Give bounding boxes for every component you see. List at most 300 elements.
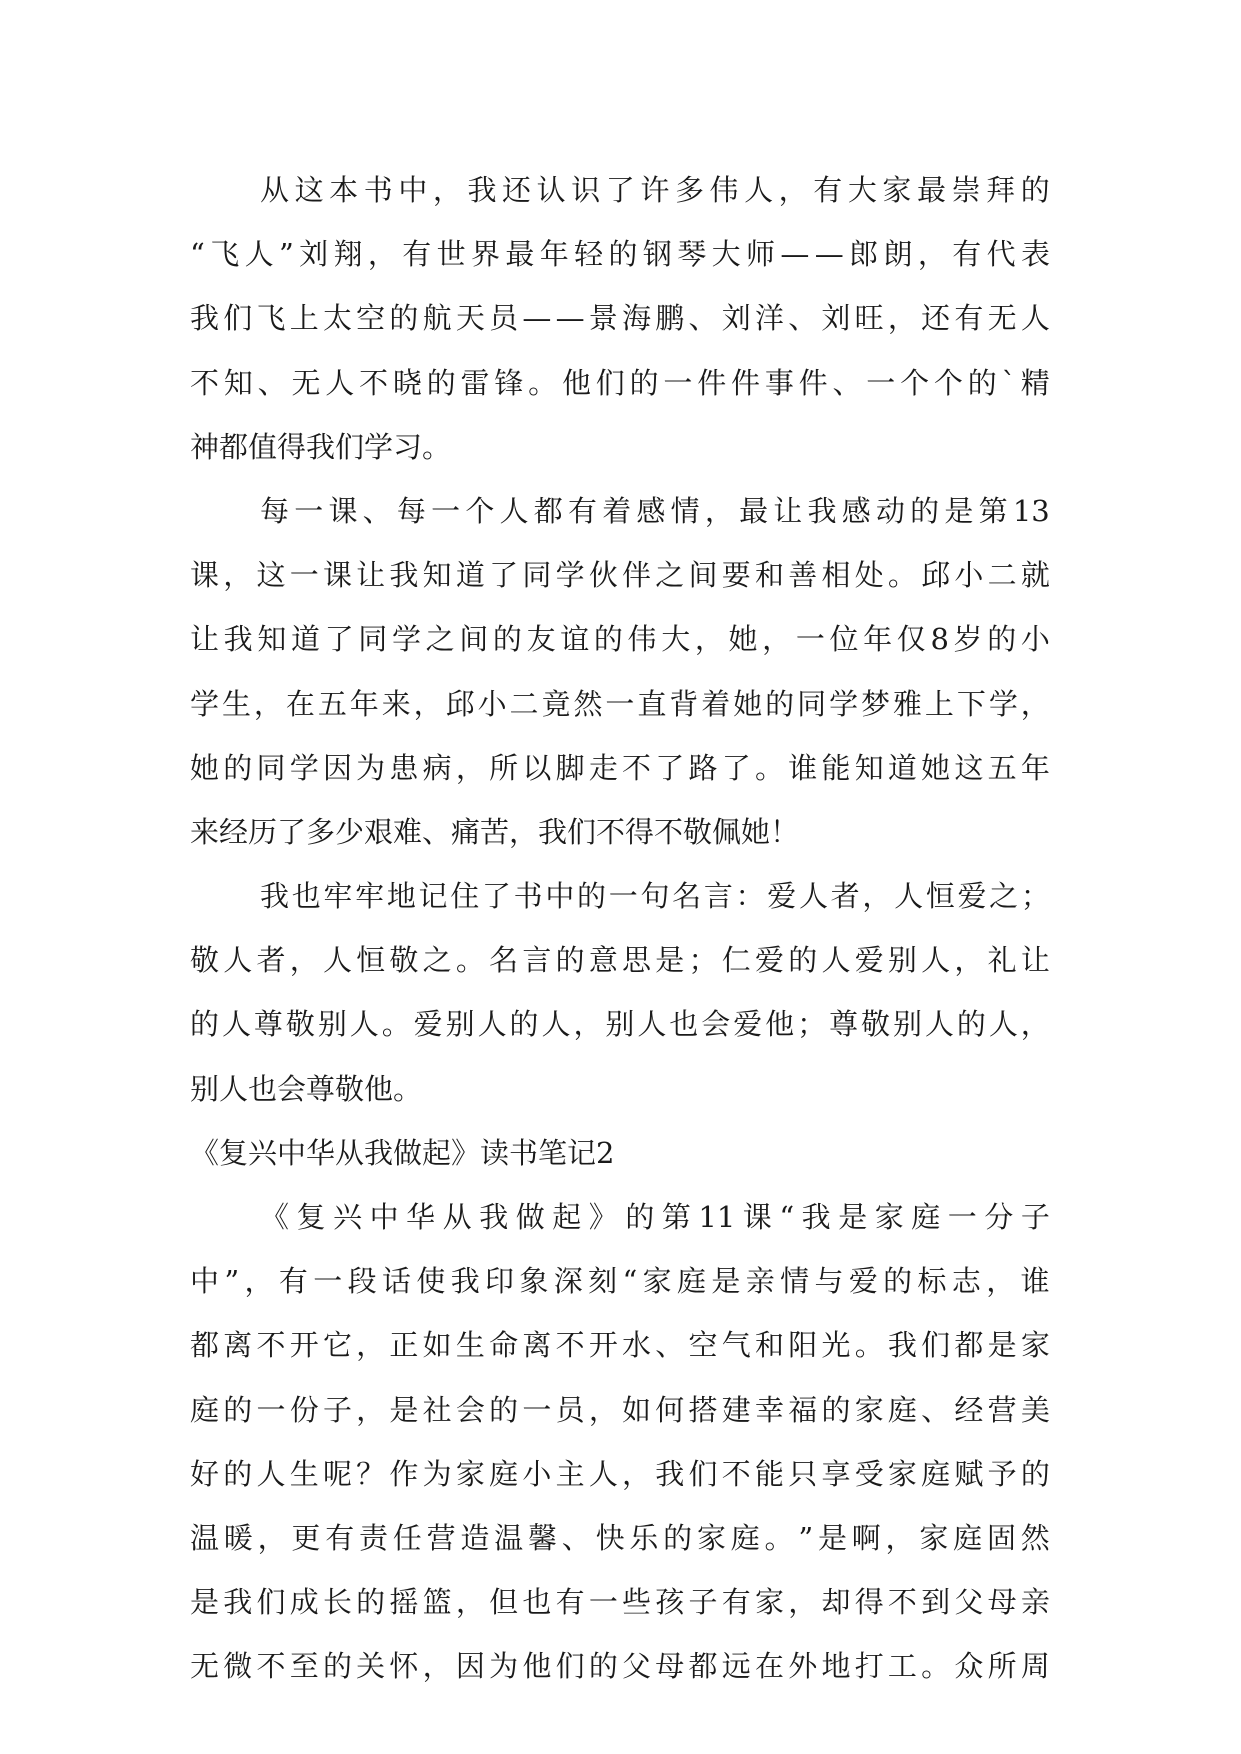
text-glyph: 与 [814,1264,844,1299]
text-line [190,1570,1050,1634]
text-glyph: 如 [422,1328,452,1363]
text-line [190,1249,1050,1313]
document-body [190,158,1050,1699]
text-glyph: 分 [984,1200,1014,1234]
text-glyph: 道 [455,558,485,593]
text-glyph: 刘 [721,301,751,336]
text-glyph: 学 [391,622,421,657]
text-glyph: 我 [467,173,497,207]
text-glyph: 美 [1020,1392,1050,1427]
text-glyph: ； [797,1007,827,1042]
text-glyph: 使 [416,1264,446,1299]
text-glyph: 经 [954,1392,984,1427]
text-glyph: 家 [696,1520,726,1555]
text-glyph: 处 [854,558,884,593]
text-glyph: 的 [389,301,419,336]
text-glyph: 孩 [655,1585,685,1620]
text-glyph: ， [694,622,724,657]
text-glyph: ， [244,1264,274,1299]
text-glyph: 者 [830,879,860,914]
text-glyph: 人 [223,943,253,978]
text-glyph: 予 [987,1456,1017,1491]
text-glyph: 的 [821,1392,851,1427]
text-glyph: 句 [640,879,670,914]
text-glyph: 记 [418,879,448,914]
text-glyph: 这 [954,750,984,785]
text-line [190,607,1050,671]
text-glyph: 认 [536,173,566,207]
text-glyph: 更 [291,1520,321,1555]
text-glyph: 课 [742,1200,772,1234]
text-glyph: ， [887,301,917,336]
text-glyph: 五 [317,686,347,721]
text-glyph: 都 [190,1328,220,1363]
text-glyph: 温 [494,1520,524,1555]
text-line [190,286,1050,350]
text-glyph: 乐 [629,1520,659,1555]
text-line [190,1442,1050,1506]
text-glyph: 谁 [1020,1264,1050,1299]
text-glyph: 航 [422,301,452,336]
text-glyph: 还 [502,173,532,207]
text-glyph: ？ [356,1456,386,1491]
text-glyph: 来 [381,686,411,721]
text-glyph: 太 [322,301,352,336]
text-glyph: 道 [290,622,320,657]
text-glyph: 赋 [954,1456,984,1491]
text-line [190,736,1050,800]
text-glyph: 周 [1020,1649,1050,1684]
text-glyph: 了 [489,558,519,593]
text-glyph: 代 [986,237,1016,272]
text-glyph: 梦 [861,686,891,721]
text-glyph: 话 [381,1264,411,1299]
text-glyph: 标 [917,1264,947,1299]
text-glyph: ， [704,493,734,528]
text-glyph: 翔 [333,237,363,272]
text-glyph: 人 [924,1007,954,1042]
text-glyph: 不 [190,365,220,400]
text-glyph: 幸 [754,1392,784,1427]
text-glyph: 无 [190,1649,220,1684]
text-line [190,1634,1050,1698]
text-glyph: 家 [874,1200,904,1234]
text-glyph: 是 [655,943,685,978]
text-glyph: 人 [221,1007,251,1042]
text-glyph: 是 [817,1520,847,1555]
text-glyph: 尊 [253,1007,283,1042]
text-glyph: 的 [555,943,585,978]
text-glyph: ， [917,237,947,272]
text-glyph: 们 [921,1328,951,1363]
text-glyph: 个 [900,365,930,400]
text-glyph: ， [885,1520,915,1555]
text-glyph: 仁 [721,943,751,978]
text-glyph: 名 [489,943,519,978]
text-glyph: 暖 [223,1520,253,1555]
text-glyph: 道 [887,750,917,785]
text-glyph: 是 [711,1264,741,1299]
text-glyph: 家 [919,1520,949,1555]
text-glyph: 中 [398,173,428,207]
text-glyph: 是 [838,1200,868,1234]
text-glyph: ； [1020,879,1050,914]
text-glyph: 这 [294,173,324,207]
text-glyph: 众 [954,1649,984,1684]
text-glyph: 固 [986,1520,1016,1555]
text-glyph: ， [455,1585,485,1620]
text-glyph: 的 [987,622,1017,657]
text-glyph: 然 [573,686,603,721]
text-glyph: 飞 [256,301,286,336]
text-glyph: 庭 [887,1392,917,1427]
text-glyph: 钢 [642,237,672,272]
text-glyph: 的 [322,1649,352,1684]
text-glyph: 尊 [829,1007,859,1042]
text-glyph: ； [688,943,718,978]
text-glyph: 直 [637,686,667,721]
text-glyph: 的 [190,1007,220,1042]
text-glyph: 馨 [527,1520,557,1555]
text-glyph: 锋 [494,365,524,400]
text-glyph: 大 [711,237,741,272]
text-glyph: 一 [256,1392,286,1427]
text-glyph: 是 [389,1392,419,1427]
text-glyph: ” [798,1520,814,1555]
text-glyph: 刘 [299,237,329,272]
text-glyph: 都 [954,1328,984,1363]
text-glyph: 一 [608,879,638,914]
text-glyph: 同 [256,750,286,785]
text-glyph: 二 [987,558,1017,593]
text-line [190,672,1050,736]
text-line [190,992,1050,1056]
text-glyph: 的 [223,1456,253,1491]
text-glyph: 我 [479,1200,509,1234]
text-glyph: 父 [622,1649,652,1684]
text-glyph: 同 [797,686,827,721]
text-glyph: 呢 [322,1456,352,1491]
text-glyph: 爱 [848,1264,878,1299]
text-glyph: 谁 [788,750,818,785]
text-glyph: 人 [588,1456,618,1491]
text-glyph: 轻 [574,237,604,272]
text-glyph: 母 [655,1649,685,1684]
text-glyph: 天 [455,301,485,336]
text-glyph: 。 [921,1649,951,1684]
text-glyph: 以 [522,750,552,785]
text-glyph: 做 [515,1200,545,1234]
text-glyph: 家 [882,173,912,207]
text-glyph: 有 [952,237,982,272]
text-glyph: 她 [190,750,220,785]
text-glyph: 中 [369,1200,399,1234]
text-line [190,928,1050,992]
text-glyph: 言 [703,879,733,914]
text-glyph: 间 [688,558,718,593]
text-glyph: 们 [256,1585,286,1620]
text-glyph: 只 [788,1456,818,1491]
text-glyph: 。 [854,1328,884,1363]
text-glyph: 庭 [190,1392,220,1427]
text-glyph: 伟 [709,173,739,207]
text-glyph: 同 [358,622,388,657]
text-glyph: 子 [1020,1200,1050,1234]
text-glyph: 家 [854,1392,884,1427]
text-glyph: 二 [509,686,539,721]
text-line [190,1313,1050,1377]
text-glyph: 、 [362,493,392,528]
text-glyph: 的 [629,365,659,400]
text-glyph: 的 [663,1520,693,1555]
text-glyph: 会 [455,1392,485,1427]
text-glyph: 我 [801,1200,831,1234]
text-glyph: 人 [499,493,529,528]
text-glyph: 我 [450,1264,480,1299]
text-glyph: 的 [788,943,818,978]
text-glyph: 礼 [987,943,1017,978]
text-glyph: 的 [588,1649,618,1684]
text-glyph: 朗 [883,237,913,272]
text-glyph: ， [1020,1007,1050,1042]
text-glyph: 受 [854,1456,884,1491]
text-glyph: ， [289,943,319,978]
text-glyph: 华 [406,1200,436,1234]
text-glyph: 件 [697,365,727,400]
text-glyph: ， [356,1392,386,1427]
text-glyph: 的 [509,1007,539,1042]
text-glyph: “ [622,1264,638,1299]
text-glyph: 、 [832,365,862,400]
text-glyph: 这 [256,558,286,593]
text-glyph: 庭 [730,1520,760,1555]
text-glyph: 命 [489,1328,519,1363]
text-glyph: 界 [471,237,501,272]
text-glyph: 庭 [953,1520,983,1555]
text-glyph: 家 [754,1585,784,1620]
text-glyph: 因 [322,750,352,785]
text-glyph: 友 [526,622,556,657]
text-glyph: 在 [754,1649,784,1684]
text-glyph: 、 [921,1392,951,1427]
text-glyph: 学 [988,686,1018,721]
text-glyph: 别 [892,1007,922,1042]
text-glyph: 一 [605,686,635,721]
text-glyph: 气 [721,1328,751,1363]
text-glyph: 让 [356,558,386,593]
text-glyph: 他 [522,1649,552,1684]
text-glyph: ， [862,879,892,914]
text-glyph: 从 [442,1200,472,1234]
text-glyph: 情 [780,1264,810,1299]
text-glyph: 病 [422,750,452,785]
text-glyph: 得 [854,1585,884,1620]
text-glyph: 就 [1020,558,1050,593]
text-glyph: 至 [289,1649,319,1684]
text-glyph: 。 [764,1520,794,1555]
text-glyph: 生 [289,1456,319,1491]
text-glyph: 亲 [1020,1585,1050,1620]
text-glyph: 摇 [389,1585,419,1620]
text-glyph: 每 [396,493,426,528]
text-glyph: 爱 [957,879,987,914]
text-glyph: 在 [285,686,315,721]
text-glyph: 了 [481,879,511,914]
text-glyph: 中 [545,879,575,914]
text-glyph: 不 [256,1649,286,1684]
text-glyph: 地 [821,1649,851,1684]
text-glyph: 多 [674,173,704,207]
text-glyph: 情 [670,493,700,528]
text-glyph: 间 [459,622,489,657]
text-glyph: 上 [924,686,954,721]
text-glyph: 件 [731,365,761,400]
text-glyph: 有 [555,1585,585,1620]
text-glyph: ” [224,1264,240,1299]
text-glyph: 的 [577,879,607,914]
text-glyph: ： [735,879,765,914]
text-glyph: 造 [460,1520,490,1555]
text-glyph: 篮 [422,1585,452,1620]
text-glyph: 打 [854,1649,884,1684]
text-glyph: 离 [223,1328,253,1363]
text-glyph: 人 [322,943,352,978]
text-glyph: 员 [555,1392,585,1427]
text-glyph: 背 [669,686,699,721]
text-glyph: 知 [422,558,452,593]
text-glyph: 一 [795,622,825,657]
text-glyph: 有 [278,1264,308,1299]
text-glyph: 有 [402,237,432,272]
text-glyph: 子 [322,1392,352,1427]
text-glyph: 小 [477,686,507,721]
text-glyph: ， [223,558,253,593]
text-glyph: 学 [555,558,585,593]
text-glyph: 无 [987,301,1017,336]
text-glyph: ， [432,173,462,207]
text-glyph: 敬 [861,1007,891,1042]
text-glyph: 我 [655,1456,685,1491]
text-glyph: ， [253,686,283,721]
text-glyph: 亲 [745,1264,775,1299]
text-glyph: 一 [588,1585,618,1620]
text-glyph: 是 [944,493,974,528]
text-glyph: 本 [329,173,359,207]
text-glyph: 爱 [767,879,797,914]
text-glyph: 的 [426,365,456,400]
text-glyph: 营 [426,1520,456,1555]
section-heading: 《复兴中华从我做起》读书笔记2 [190,1135,615,1170]
text-glyph: 我 [887,1328,917,1363]
text-glyph: 也 [669,1007,699,1042]
text-glyph: 人 [894,879,924,914]
text-glyph: 有 [954,301,984,336]
text-glyph: 的 [1020,1456,1050,1491]
text-glyph: 一 [289,558,319,593]
text-glyph: 搭 [688,1392,718,1427]
text-glyph: ， [778,173,808,207]
text-glyph: 因 [455,1649,485,1684]
text-glyph: 件 [798,365,828,400]
text-glyph: 光 [821,1328,851,1363]
text-glyph: 动 [875,493,905,528]
text-glyph: 还 [921,301,951,336]
text-glyph: 知 [223,365,253,400]
text-line: 神都值得我们学习。 [190,429,452,464]
text-glyph: 不 [256,1328,286,1363]
text-glyph: 恒 [356,943,386,978]
text-glyph: ， [257,1520,287,1555]
text-glyph: 深 [553,1264,583,1299]
text-glyph: 主 [555,1456,585,1491]
text-glyph: 水 [622,1328,652,1363]
text-glyph: 人 [637,1007,667,1042]
text-glyph: 同 [522,558,552,593]
text-glyph: 。 [887,558,917,593]
text-glyph: 阳 [788,1328,818,1363]
text-glyph: 一 [947,1200,977,1234]
text-glyph: 事 [764,365,794,400]
text-glyph: 精 [1020,365,1050,400]
text-glyph: 》 [588,1200,618,1234]
text-glyph: 许 [640,173,670,207]
text-glyph: 我 [260,879,290,914]
text-glyph: ” [278,237,294,272]
text-glyph: 中 [190,1264,220,1299]
text-glyph: 海 [622,301,652,336]
text-glyph: 年 [539,237,569,272]
text-glyph: 一 [522,1392,552,1427]
text-glyph: 人 [1020,301,1050,336]
text-glyph: 人 [821,943,851,978]
text-glyph: 到 [921,1585,951,1620]
text-glyph: ， [356,1328,386,1363]
text-glyph: 了 [655,750,685,785]
text-line: 别人也会尊敬他。 [190,1071,423,1106]
text-glyph: 五 [987,750,1017,785]
text-glyph: 敬 [285,1007,315,1042]
text-glyph: 、 [788,301,818,336]
text-glyph: 地 [386,879,416,914]
text-glyph: 名 [672,879,702,914]
text-glyph: 为 [489,1649,519,1684]
text-glyph: 爱 [413,1007,443,1042]
text-glyph: 她 [733,686,763,721]
text-glyph: ， [413,686,443,721]
text-glyph: 知 [854,750,884,785]
text-glyph: 的 [223,750,253,785]
text-glyph: 路 [688,750,718,785]
text-glyph: 言 [522,943,552,978]
text-glyph: 工 [887,1649,917,1684]
text-glyph: 他 [561,365,591,400]
text-glyph: 何 [655,1392,685,1427]
text-line [190,864,1050,928]
text-glyph: 我 [223,622,253,657]
text-glyph: ， [788,1585,818,1620]
text-glyph: ` [1001,365,1016,400]
text-glyph: 都 [688,1649,718,1684]
text-glyph: 份 [289,1392,319,1427]
text-glyph: 仅 [896,622,926,657]
text-glyph: 庭 [921,1456,951,1491]
text-glyph: 学 [829,686,859,721]
text-glyph: 拜 [986,173,1016,207]
text-glyph: 兴 [333,1200,363,1234]
text-glyph: ， [573,1007,603,1042]
text-glyph: 爱 [733,1007,763,1042]
text-line [190,158,1050,222]
